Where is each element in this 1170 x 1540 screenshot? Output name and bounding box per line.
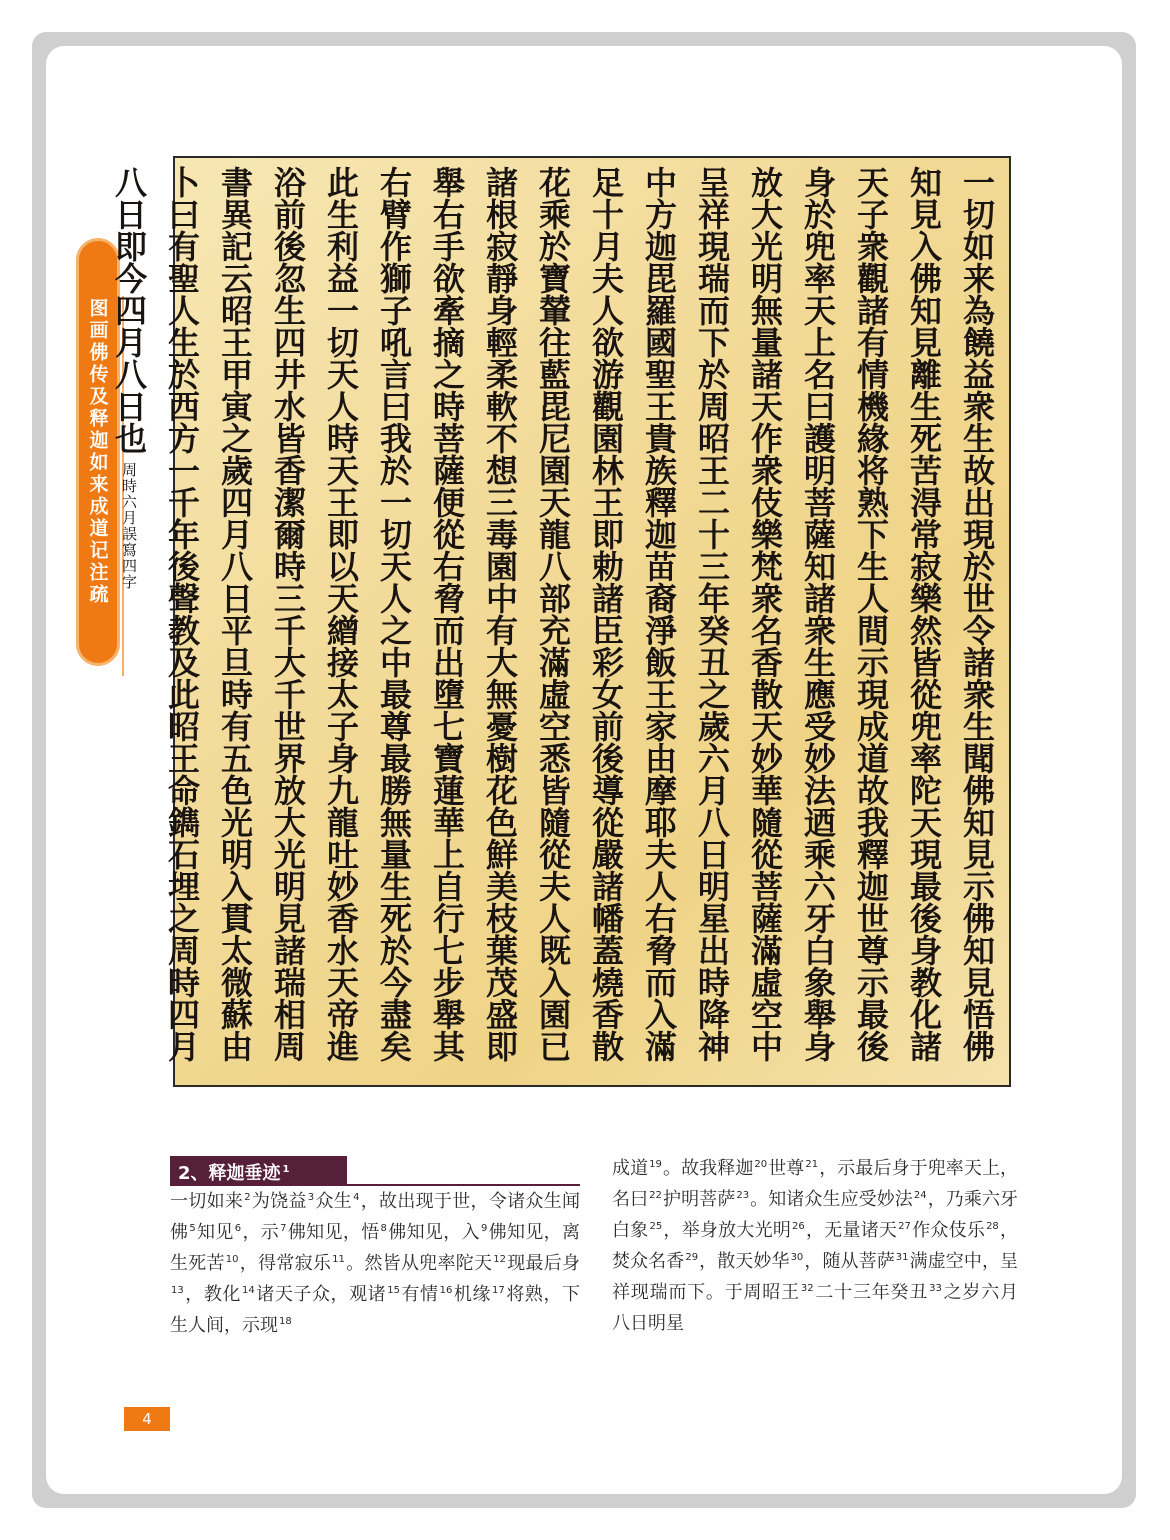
calligraphy-column: 花乘於寶輦往藍毘尼園天龍八部充滿虛空悉皆隨從夫人既入園已	[534, 166, 572, 1062]
footnote-marker: 29	[685, 1252, 699, 1263]
body-text-segment: ，示	[242, 1222, 280, 1243]
body-text-segment: ，乃乘六牙白象	[612, 1189, 1019, 1241]
body-text-segment: ，举身放大光明	[663, 1220, 792, 1241]
footnote-marker: 7	[280, 1223, 287, 1234]
footnote-marker: 18	[279, 1316, 292, 1327]
body-text-segment: 。然皆从兜率陀天	[345, 1253, 493, 1274]
calligraphy-column: 一切如来為饒益衆生故出現於世令諸衆生聞佛知見示佛知見悟佛	[958, 166, 996, 1062]
footnote-marker: 15	[387, 1285, 400, 1296]
calligraphy-image	[110, 156, 1011, 1087]
footnote-marker: 25	[649, 1221, 663, 1232]
footnote-marker: 11	[332, 1254, 345, 1265]
calligraphy-column: 卜曰有聖人生於西方一千年後聲教及此昭王命鐫石埋之周時四月	[163, 166, 201, 1062]
calligraphy-column: 呈祥現瑞而下於周昭王二十三年癸丑之歲六月八日明星出時降神	[693, 166, 731, 1062]
calligraphy-column: 書異記云昭王甲寅之歲四月八日平旦時有五色光明入貫太微蘇由	[216, 166, 254, 1062]
calligraphy-column: 知見入佛知見離生死苦淂常寂樂然皆從兜率陀天現最後身教化諸	[905, 166, 943, 1062]
body-text-segment: ，无量诸天	[805, 1220, 898, 1241]
calligraphy-column: 中方迦毘羅國聖王貴族釋迦苗裔淨飯王家由摩耶夫人右脅而入滿	[640, 166, 678, 1062]
calligraphy-text	[110, 166, 1003, 1079]
body-text-segment: 世尊	[768, 1158, 805, 1179]
body-text-segment: 佛知见，悟	[287, 1222, 380, 1243]
body-text-segment: 。故我释迦	[662, 1158, 754, 1179]
body-text-segment: ，散天妙华	[699, 1251, 790, 1272]
footnote-marker: 31	[895, 1252, 909, 1263]
footnote-marker: 8	[380, 1223, 387, 1234]
footnote-marker: 12	[493, 1254, 506, 1265]
body-text-segment: 现最后身	[506, 1253, 581, 1274]
calligraphy-column: 此生利益一切天人時天王即以天繒接太子身九龍吐妙香水天帝進	[322, 166, 360, 1062]
calligraphy-column: 八日即今四月八日也周時六月誤寫四字	[110, 166, 148, 590]
calligraphy-column: 天子衆觀諸有情機緣将熟下生人間示現成道故我釋迦世尊示最後	[852, 166, 890, 1062]
footnote-marker: 2	[244, 1192, 251, 1203]
footnote-marker: 26	[792, 1221, 805, 1232]
calligraphy-column: 身於兜率天上名曰護明菩薩知諸衆生應受妙法迺乘六牙白象舉身	[799, 166, 837, 1062]
footnote-marker: 22	[649, 1190, 662, 1201]
body-text-segment: 众生	[315, 1191, 353, 1212]
body-text-segment: 佛知见，入	[387, 1222, 480, 1243]
footnote-marker: 33	[929, 1283, 942, 1294]
body-text-segment: 成道	[612, 1158, 649, 1179]
body-text-segment: ，焚众名香	[612, 1220, 1019, 1272]
footnote-marker: 30	[790, 1252, 804, 1263]
body-text-right-column	[612, 1153, 1018, 1339]
calligraphy-column: 足十月夫人欲游觀園林王即勅諸臣彩女前後導從嚴諸幡蓋燒香散	[587, 166, 625, 1062]
body-text-segment: 二十三年癸丑	[814, 1282, 929, 1303]
body-text-segment: ，示最后身于兜率天上，名曰	[612, 1158, 1019, 1210]
footnote-marker: 23	[736, 1190, 750, 1201]
footnote-marker: 4	[353, 1192, 360, 1203]
body-text-segment: 诸天子众，观诸	[255, 1284, 387, 1305]
section-heading	[170, 1156, 347, 1184]
footnote-marker: 32	[800, 1283, 814, 1294]
body-text-segment: ，随从菩萨	[804, 1251, 895, 1272]
calligraphy-column: 浴前後忽生四井水皆香潔爾時三千大千世界放大光明見諸瑞相周	[269, 166, 307, 1062]
calligraphy-column: 舉右手欲牽摘之時菩薩便從右脅而出墮七寶蓮華上自行七步舉其	[428, 166, 466, 1062]
body-text-segment: ，教化	[184, 1284, 241, 1305]
footnote-marker: 9	[480, 1223, 488, 1234]
footnote-marker: 24	[913, 1190, 927, 1201]
footnote-marker: 13	[171, 1285, 184, 1296]
footnote-marker: 27	[898, 1221, 911, 1232]
body-text-segment: ，得常寂乐	[239, 1253, 332, 1274]
footnote-marker: 17	[492, 1285, 505, 1296]
calligraphy-column: 放大光明無量諸天作衆伎樂梵衆名香散天妙華隨從菩薩滿虛空中	[746, 166, 784, 1062]
footnote-marker: 14	[241, 1285, 255, 1296]
section-heading-text: 2、释迦垂迹	[178, 1163, 281, 1184]
footnote-marker: 20	[754, 1159, 768, 1170]
footnote-marker: 19	[649, 1159, 662, 1170]
chapter-side-tab-label: 图画佛传及释迦如来成道记注疏	[86, 298, 109, 606]
body-text-segment: 有情	[400, 1284, 439, 1305]
body-text-segment: 为饶益	[251, 1191, 307, 1212]
body-text-segment: 护明菩萨	[662, 1189, 736, 1210]
body-text-left-column	[170, 1186, 580, 1341]
footnote-marker: 21	[805, 1159, 819, 1170]
body-text-segment: 之岁六月八日明星	[612, 1282, 1019, 1334]
body-text-segment: 一切如来	[170, 1191, 244, 1212]
section-heading-note: 1	[282, 1164, 290, 1175]
footnote-marker: 16	[439, 1285, 453, 1296]
body-text-segment: 作众伎乐	[911, 1220, 986, 1241]
body-text-segment: 佛知见，离生死苦	[170, 1222, 581, 1274]
footnote-marker: 3	[307, 1192, 315, 1203]
body-text-segment: 满虚空中，呈祥现瑞而下。于周昭王	[612, 1251, 1019, 1303]
footnote-marker: 10	[225, 1254, 239, 1265]
calligraphy-column: 右臂作獅子吼言曰我於一切天人之中最尊最勝無量生死於今盡矣	[375, 166, 413, 1062]
calligraphy-note: 周時六月誤寫四字	[120, 462, 138, 590]
page-number: 4	[124, 1407, 170, 1431]
footnote-marker: 6	[234, 1223, 242, 1234]
footnote-marker: 5	[189, 1223, 196, 1234]
body-text-segment: 将熟，下生人间，示现	[170, 1284, 581, 1336]
body-text-segment: 。知诸众生应受妙法	[750, 1189, 913, 1210]
footnote-marker: 28	[986, 1221, 999, 1232]
calligraphy-column: 諸根寂靜身輕柔軟不想三毒園中有大無憂樹花色鮮美枝葉茂盛即	[481, 166, 519, 1062]
body-text-segment: ，故出现于世，令诸众生闻佛	[170, 1191, 581, 1243]
body-text-segment: 机缘	[453, 1284, 492, 1305]
body-text-segment: 知见	[196, 1222, 234, 1243]
